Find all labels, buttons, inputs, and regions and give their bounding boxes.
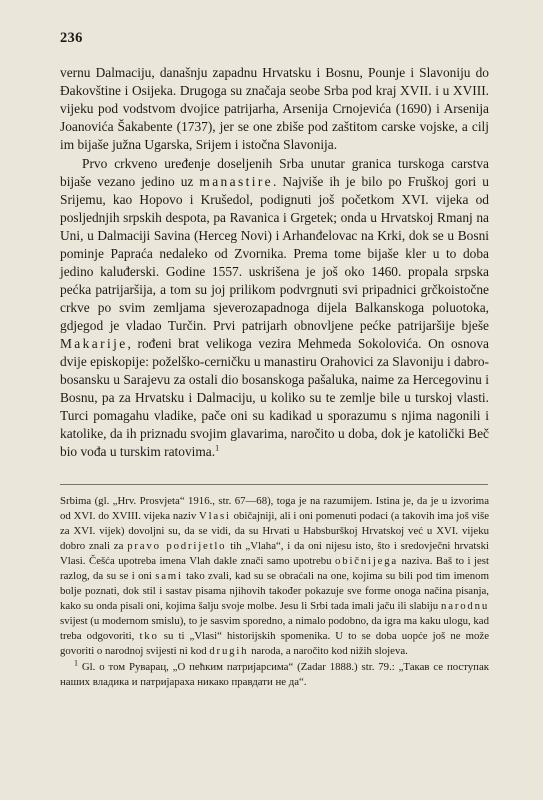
note-text-c: običajniji, ali i oni pomenuti podaci (a takovih ima još više za XVI. vijek) dovoljni su, da se vidi, da su Hrvati u Habsburškoj Hrvatskoj već u XVI. vijeku dobro znali za (60, 510, 489, 552)
footnote-divider (60, 484, 488, 485)
footnote-continuation (60, 494, 489, 659)
note-emphasis-obicnijega: običnijega (335, 555, 399, 567)
note-text-o: naroda, a naročito kod nižih slojeva. (251, 645, 408, 657)
note-emphasis-pravo-podrijetlo: pravo podrijetlo (127, 540, 227, 552)
emphasis-makarije: Makarije (60, 336, 128, 351)
body-text (60, 64, 489, 461)
footnote-marker: 1 (215, 443, 220, 453)
note-emphasis-sami: sami (155, 570, 183, 582)
note-emphasis-tko: tko (139, 630, 159, 642)
note-text-g: naziva. Baš to i jest razlog, da su se i oni (60, 555, 489, 582)
note-text-i: tako zvali, kad su se obraćali na one, kojima su bili pod tim imenom bolje poznati, dok stil i sastav pisama njihovih također pokazuje sve forme onoga načina pisanja, kako su onda pisali oni, kojima šalju svoje molbe. Jesu li Srbi tada imali jaču ili slabiju (60, 570, 489, 612)
page-number: 236 (60, 30, 83, 46)
note-text-a: Srbima (gl. „Hrv. Prosvjeta“ 1916., str. 67—68), toga je na razumijem. Istina je, da je u izvorima od XVI. do XVIII. vijeka naziv (60, 495, 489, 522)
footnote-1-text: Gl. о том Руварац, „О пећким патријарсима“ (Zadar 1888.) str. 79.: „Такав се поступак наших владика и патријараха никако правдати не да“. (60, 661, 489, 688)
paragraph-1: vernu Dalmaciju, današnju zapadnu Hrvatsku i Bosnu, Pounje i Slavoniju do Đakovštine i Osijeka. Drugoga su značaja seobe Srba pod kraj XVII. i u XVIII. vijeku pod vodstvom dvojice patrijarha, Arsenija Crnojevića (1690) i Arsenija Joanovića Šakabente (1737), jer se one zbiše pod zaštitom carske vojske, a cilj im bijaše južna Ugarska, Srijem i istočna Slavonija. (60, 65, 489, 152)
footnote-1 (60, 660, 489, 690)
paragraph-2-part-c: . Najviše ih je bilo po Fruškoj gori u Srijemu, kao Hopovo i Krušedol, podignuti još početkom XVI. vijeka od posljednjih srpskih despota, pa Ravanica i Grgetek; onda u Hrvatskoj Rmanj na Uni, u Dalmaciji Savina (Herceg Novi) i Arhanđelovac na Krki, dok se u Bosni pominje Papraća nedaleko od Zvornika. Prema tome bijaše kler u to doba jedino kaluđerski. Godine 1557. uskrišena je još oko 1460. propala srpska pećka patrijaršija, a tom su joj prilikom podvrgnuti svi pripadnici grčkoistočne crkve po svim zemljama sjeverozapadnoga dijela Balkanskoga poluotoka, gdjegod je vladao Turčin. Prvi patrijarh obnovljene pećke patrijaršije bješe (60, 174, 489, 333)
paragraph-2 (60, 155, 489, 461)
paragraph-2-part-a: Prvo crkveno uređenje doseljenih Srba unutar granica turskoga carstva bijaše vezano jedino uz (60, 156, 489, 189)
footnotes (60, 494, 489, 690)
note-emphasis-vlasi: Vlasi (199, 510, 231, 522)
note-text-e: tih „Vlaha“, i da oni nijesu isto, što i sredovječni hrvatski Vlasi. Češća upotreba imena Vlah dakle znači samo upotrebu (60, 540, 490, 567)
emphasis-manastire: manastire (199, 174, 274, 189)
footnote-1-marker: 1 (74, 658, 78, 668)
note-text-k: svijest (u modernom smislu), to je sasvim sporedno, a nimalo podobno, da igra ma kaku ulogu, kad treba odgovoriti, (60, 615, 489, 642)
note-emphasis-drugih: drugih (209, 645, 249, 657)
paragraph-2-part-e: , rođeni brat velikoga vezira Mehmeda Sokolovića. On osnova dvije episkopije: poželško-cerničku u manastiru Orahovici za Slavoniju i dabro-bosansku u Sarajevu za ostali dio bosanskoga pašaluka, naime za Hercegovinu i Bosnu, pa za Hrvatsku i Dalmaciju, u koliko su te zemlje bile u turskoj vlasti. Turci pomagahu vladike, pače oni su kadikad u sporazumu s njima nagonili i katolike, da ih priznadu svojim glavarima, naročito u doba, dok je katolički Beč bio vođa u turskim ratovima. (60, 336, 489, 459)
note-emphasis-narodnu: narodnu (441, 600, 490, 612)
note-text-m: su ti „Vlasi“ historijskih spomenika. U to se doba uopće još ne može govoriti o narodnoj svijesti ni kod (60, 630, 489, 657)
